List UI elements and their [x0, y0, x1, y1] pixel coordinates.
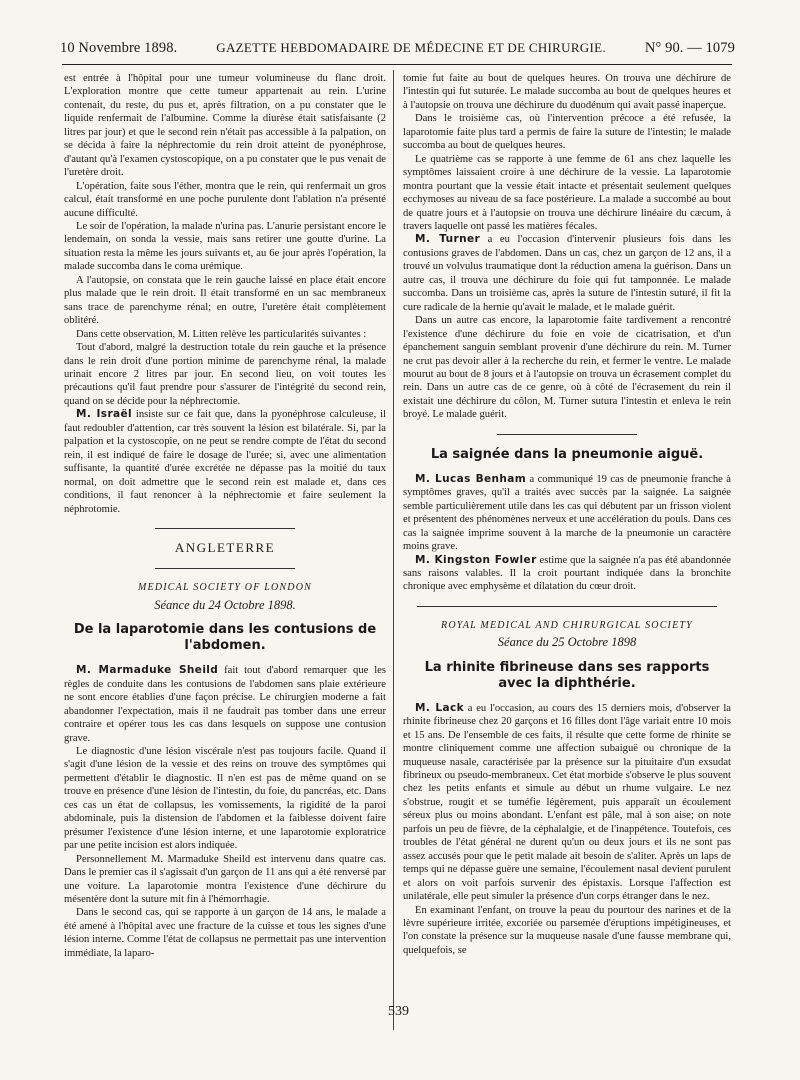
- paragraph: L'opération, faite sous l'éther, montra que le rein, qui renfermait un gros calcul, était transformé en une poche purulente dont l'ablation n'a présenté aucune difficulté.: [64, 180, 386, 219]
- paragraph: tomie fut faite au bout de quelques heures. On trouva une déchirure de l'intestin qui fut suturée. Le malade succomba au bout de quelques heures et à l'autopsie on trouva une déchirure du duodénum qui avait passé inaperçue.: [403, 73, 731, 111]
- speaker-name: M. Lucas Benham: [415, 472, 527, 485]
- paragraph: [403, 554, 731, 594]
- left-column: [64, 72, 386, 960]
- article-title: La rhinite fibrineuse dans ses rapports avec la diphthérie.: [424, 659, 710, 691]
- paragraph: Le quatrième cas se rapporte à une femme de 61 ans chez laquelle les symptômes laissaient croire à une déchirure de la vessie. La laparotomie montra pourtant que la vessie était intacte et présentait seulement quelques ecchymoses au niveau de sa face postérieure. La malade a succombé au bout de quatre jours et à l'autopsie on trouva une déchirure linéaire du cæcum, à travers laquelle ont passé les matières fécales.: [403, 153, 731, 232]
- right-column: [403, 72, 731, 957]
- page-number: 539: [388, 1004, 409, 1019]
- paragraph: Le diagnostic d'une lésion viscérale n'est pas toujours facile. Quand il s'agit d'une lésion de la vessie et des reins on trouve des symptômes qui permettent d'établir le diagnostic. Il n'en est pas de même quand on se trouve en présence d'une lésion de l'intestin, du foie, du pancréas, etc. Dans ces cas un état de collapsus, les vomissements, la rigidité de la paroi abdominale, puis la distension de l'abdomen et la faiblesse doivent faire présumer l'existence d'une lésion interne, et une laparotomie exploratrice par une petite incision est alors indiquée.: [64, 746, 386, 852]
- paragraph: A l'autopsie, on constata que le rein gauche laissé en place était encore plus malade que le rein droit. Il était transformé en un sac membraneux sans trace de parenchyme rénal; en outre, l'uretère était complètement oblitéré.: [64, 274, 386, 327]
- paragraph: Dans le second cas, qui se rapporte à un garçon de 14 ans, le malade a été amené à l'hôpital avec une fracture de la cuisse et tous les signes d'une lésion interne. Comme l'état de collapsus ne permettait pas une intervention immédiate, la laparo-: [64, 907, 386, 959]
- session-date: Séance du 24 Octobre 1898.: [154, 597, 296, 612]
- speaker-name: M. Marmaduke Sheild: [76, 664, 219, 677]
- paragraph: En examinant l'enfant, on trouve la peau du pourtour des narines et de la lèvre supérieure irritée, excoriée ou parsemée d'éruptions impétigineuses, et l'on constate la présence sur la muqueuse nasale d'une fausse membrane qui, quelquefois, se: [403, 904, 731, 956]
- paragraph: Personnellement M. Marmaduke Sheild est intervenu dans quatre cas. Dans le premier cas il s'agissait d'un garçon de 11 ans qui a été renversé par une voiture. La laparotomie montra l'existence d'une déchirure du mésentère dont la suture mit fin à l'hémorrhagie.: [64, 853, 386, 906]
- paragraph: est entrée à l'hôpital pour une tumeur volumineuse du flanc droit. L'exploration montre que cette tumeur appartenait au rein. L'urine contenait, du reste, du pus et, après filtration, on a pu constater que le liquide renfermait de l'albumine. Comme la diurèse était satisfaisante (2 litres par jour) et que le second rein n'était pas accessible à la palpation, on se décida à faire la néphrectomie du rein droit atteint de pyonéphrose, d'autant qu'à l'examen cystoscopique, on a pu constater que le pus venait de l'uretère droit.: [64, 73, 386, 179]
- journal-title: GAZETTE HEBDOMADAIRE DE MÉDECINE ET DE CHIRURGIE.: [216, 40, 606, 55]
- page-header: [60, 40, 735, 60]
- section-separator: [155, 568, 295, 569]
- paragraph: [403, 233, 731, 314]
- article-separator: [497, 434, 637, 435]
- speaker-name: M. Turner: [415, 233, 481, 246]
- paragraph: Le soir de l'opération, la malade n'urina pas. L'anurie persistant encore le lendemain, on sonda la vessie, mais sans retirer une goutte d'urine. La situation resta la même les jours suivants et, au 6e jour après l'opération, la malade succomba dans le coma urémique.: [64, 220, 386, 273]
- society-name: ROYAL MEDICAL AND CHIRURGICAL SOCIETY: [441, 619, 693, 631]
- article-title: La saignée dans la pneumonie aiguë.: [430, 446, 704, 462]
- issue-number: N° 90. — 1079: [644, 40, 735, 56]
- paragraph-text: a communiqué 19 cas de pneumonie franche à symptômes graves, qu'il a traités avec succès par la saignée. La saignée semble particulièrement utile dans les cas qui débutent par un frisson violent et présentent des phénomènes nerveux et une accélération du pouls. Dans ces cas la saignée imprime souvent à la marche de la pneumonie un caractère moins grave.: [403, 473, 731, 553]
- section-separator: [417, 606, 717, 607]
- section-separator: [155, 528, 295, 529]
- paragraph: [64, 664, 386, 745]
- paragraph: [403, 702, 731, 904]
- paragraph-text: a eu l'occasion, au cours des 15 derniers mois, d'observer la rhinite fibrineuse chez 20 garçons et 16 filles dont l'âge variait entre 10 mois et 15 ans. De l'ensemble de ces faits, il résulte que cette forme de rhinite se montre cliniquement comme une affection subaiguë ou chronique de la muqueuse nasale, caractérisée par la présence sur la pituitaire d'un exsudat fibrineux ou pseudo-membraneux. Cet état morbide s'observe le plus souvent chez les petits enfants et simule au début un rhume vulgaire. Le nez s'obstrue, rougit et se tuméfie légèrement, puis apparaît un écoulement séreux plus ou moins abondant. L'enfant est pâle, mal à son aise; on note parfois un peu de fièvre, de la céphalalgie, et de l'inappétence. Toutefois, ces troubles de l'état général ne durent qu'un ou deux jours et ils ne sont pas assez accusés pour que le petit malade ait besoin de s'aliter. Après un laps de temps qui ne dépasse guère une semaine, l'écoulement nasal devient purulent et alors on voit parfois survenir des épistaxis. Lorsque l'affection est unilatérale, elle peut simuler la présence d'un corps étranger dans le nez.: [403, 702, 731, 903]
- speaker-name: M. Israël: [76, 408, 133, 421]
- column-divider: [393, 70, 394, 1030]
- section-heading: ANGLETERRE: [174, 539, 276, 555]
- session-date: Séance du 25 Octobre 1898: [497, 635, 637, 650]
- speaker-name: M. Lack: [415, 701, 464, 714]
- header-rule: [62, 64, 732, 65]
- article-title: De la laparotomie dans les contusions de l'abdomen.: [73, 622, 377, 654]
- paragraph-text: a eu l'occasion d'intervenir plusieurs fois dans les contusions graves de l'abdomen. Dans un cas, chez un garçon de 12 ans, il a trouvé un volvulus traumatique dont la réduction amena la guérison. Dans un autre cas, il trouva une déchirure du foie qui fut tamponnée. Le malade succomba. Dans un troisième cas, après la suture de l'intestin suturé, il fit la cure radicale de la hernie qu'avait le malade, et le malade guérit.: [403, 234, 731, 313]
- paragraph-text: insiste sur ce fait que, dans la pyonéphrose calculeuse, il faut redoubler d'attention, car très souvent la lésion est bilatérale. Si, par la palpation et la cystoscopie, on ne peut se rendre compte de l'état du second rein, il est indiqué de faire le dosage de l'urée; si, avec une alimentation suffisante, la quantité d'urée excrétée ne dépasse pas la moitié du taux normal, on doit admettre que le second rein est malade et, dans ces conditions, il faut renoncer à la néphrectomie et faire seulement la néphrotomie.: [64, 409, 386, 515]
- paragraph-text: fait tout d'abord remarquer que les règles de conduite dans les contusions de l'abdomen sans plaie extérieure ne sont encore établies d'une façon précise. Le chirurgien moderne a fait abandonner l'expectation, mais il ne faudrait pas tomber dans une erreur contraire et opérer tous les cas dans lesquels on suppose une contusion grave.: [64, 665, 386, 744]
- paragraph: Dans le troisième cas, où l'intervention précoce a été refusée, la laparotomie faite plus tard a permis de faire la suture de l'intestin; le malade succomba au bout de quelques heures.: [403, 113, 731, 152]
- society-name: MEDICAL SOCIETY OF LONDON: [138, 582, 312, 594]
- paragraph: [403, 473, 731, 554]
- paragraph: Tout d'abord, malgré la destruction totale du rein gauche et la présence dans le rein droit d'une portion minime de parenchyme rénal, la malade urinait encore 2 litres par jour. En second lieu, on voit toutes les précautions qu'il faut prendre pour s'assurer de l'intégrité du second rein, quand on se décide pour la néphrectomie.: [64, 342, 386, 407]
- paragraph: Dans cette observation, M. Litten relève les particularités suivantes :: [76, 328, 367, 340]
- speaker-name: M. Kingston Fowler: [415, 553, 537, 566]
- paragraph: [64, 408, 386, 516]
- issue-date: 10 Novembre 1898.: [60, 40, 178, 56]
- paragraph-text: estime que la saignée n'a pas été abandonnée sans raisons valables. Il la croit pourtant indiquée dans la bronchite chronique avec emphysème et dilatation du cœur droit.: [403, 554, 731, 593]
- paragraph: Dans un autre cas encore, la laparotomie faite tardivement a rencontré l'existence d'une déchirure du foie en voie de cicatrisation, et d'un épanchement sanguin semblant provenir d'une déchirure du rein. M. Turner ne crut pas devoir aller à la recherche du rein, et fermer le ventre. Le malade mourut au bout de 8 jours et à l'autopsie on trouva un écrasement complet du rein. Dans un autre cas de ce genre, où à côté de l'écrasement du rein il existait une déchirure du côlon, M. Turner sutura l'intestin et enleva le rein broyé. Le malade guérit.: [403, 315, 731, 421]
